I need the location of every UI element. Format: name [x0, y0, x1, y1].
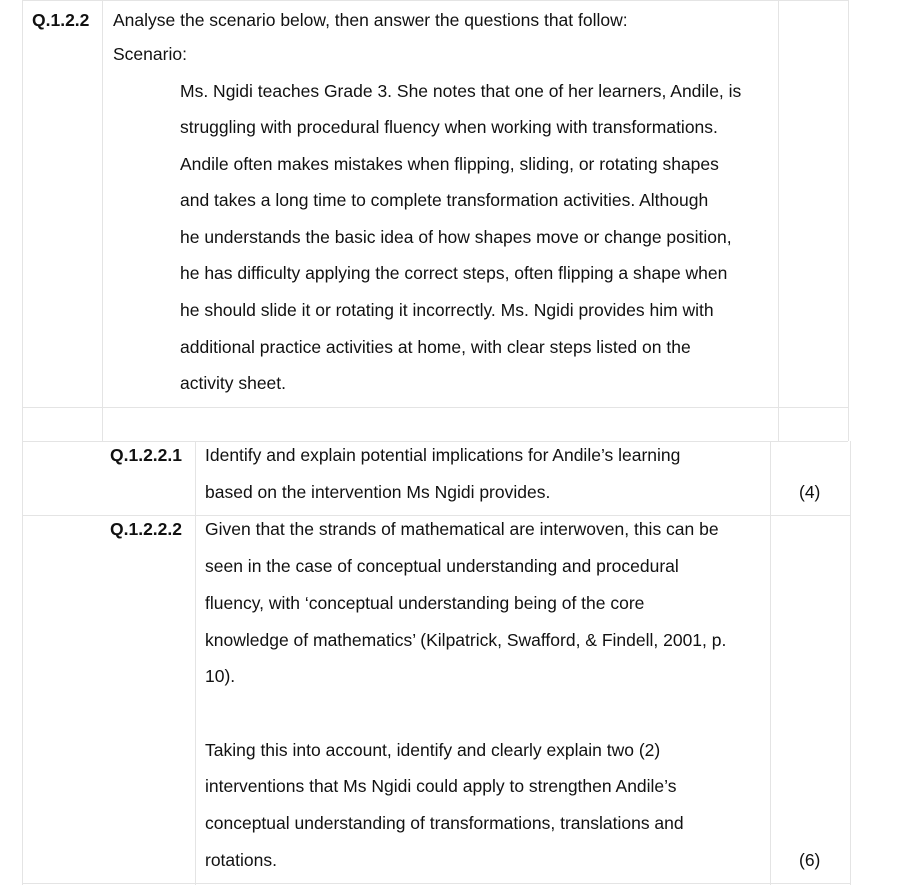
table-row-border [22, 407, 848, 408]
subquestion-line: knowledge of mathematics’ (Kilpatrick, Swafford, & Findell, 2001, p. [205, 630, 727, 650]
subquestion-line: rotations. [205, 850, 277, 870]
scenario-line: struggling with procedural fluency when working with transformations. [180, 117, 718, 137]
scenario-label: Scenario: [113, 44, 187, 64]
scenario-line: Ms. Ngidi teaches Grade 3. She notes that one of her learners, Andile, is [180, 81, 742, 101]
scenario-line: additional practice activities at home, with clear steps listed on the [180, 337, 691, 357]
subquestion-line: conceptual understanding of transformations, translations and [205, 813, 684, 833]
subquestion-line: based on the intervention Ms Ngidi provides. [205, 482, 551, 502]
scenario-line: he understands the basic idea of how shapes move or change position, [180, 227, 732, 247]
table-top-border [22, 0, 848, 1]
marks-label: (6) [799, 850, 821, 870]
subquestion-line: Taking this into account, identify and clearly explain two (2) [205, 740, 661, 760]
table-row-border [22, 441, 848, 442]
question-number: Q.1.2.2 [32, 10, 90, 30]
subquestion-number: Q.1.2.2.2 [110, 519, 182, 539]
table-row-border [22, 515, 850, 516]
question-instruction: Analyse the scenario below, then answer the questions that follow: [113, 10, 628, 30]
scenario-line: Andile often makes mistakes when flipping, sliding, or rotating shapes [180, 154, 719, 174]
subquestion-line: Identify and explain potential implications for Andile’s learning [205, 445, 681, 465]
table-col-divider [102, 0, 103, 441]
table-marks-divider [770, 441, 771, 885]
subquestion-line: seen in the case of conceptual understanding and procedural [205, 556, 679, 576]
subquestion-line: 10). [205, 666, 236, 686]
scenario-line: he should slide it or rotating it incorrectly. Ms. Ngidi provides him with [180, 300, 714, 320]
scenario-line: and takes a long time to complete transformation activities. Although [180, 190, 709, 210]
subquestion-line: fluency, with ‘conceptual understanding being of the core [205, 593, 645, 613]
table-col-divider [195, 441, 196, 885]
table-left-border [22, 441, 23, 885]
subquestion-number: Q.1.2.2.1 [110, 445, 182, 465]
scenario-line: he has difficulty applying the correct steps, often flipping a shape when [180, 263, 728, 283]
table-marks-divider [778, 0, 779, 441]
subquestion-line: interventions that Ms Ngidi could apply to strengthen Andile’s [205, 776, 677, 796]
marks-label: (4) [799, 482, 821, 502]
table-left-border [22, 0, 23, 441]
subquestion-line: Given that the strands of mathematical are interwoven, this can be [205, 519, 719, 539]
scenario-line: activity sheet. [180, 373, 287, 393]
table-bottom-border [22, 883, 850, 884]
table-right-border [848, 0, 849, 441]
table-right-border [850, 441, 851, 885]
